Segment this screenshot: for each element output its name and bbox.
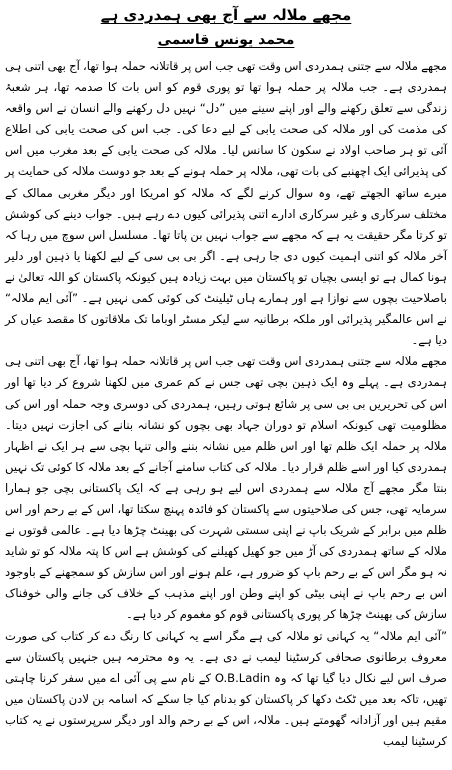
paragraph: مجھے ملالہ سے جتنی ہمدردی اس وقت تھی جب اس پر قاتلانہ حملہ ہوا تھا، آج بھی اتنی ہی ہمدردی ہے۔ پہلے وہ ایک ذہین بچی تھی جس نے کم عمری میں لکھنا شروع کر دیا تھا اور اس کی تحریریں بی بی سی پر شائع ہوتی رہیں، ہمدردی کی دوسری وجہ حملہ اور اس کی مظلومیت تھی کیونکہ اسلام تو دوران جہاد بھی بچوں کو نشانہ بنانے کی اجازت نہیں دیتا۔ ملالہ پر حملہ ایک ظلم تھا اور اس ظلم میں نشانہ بننے والی تنہا بچی سے ہر ایک نے اظہار ہمدردی کیا اور اسے ظلم قرار دیا۔ ملالہ کی کتاب سامنے آجانے کے بعد ملالہ کا کوئی تک نہیں بنتا مگر مجھے آج ملالہ سے ہمدردی اس لیے ہو رہی ہے کہ ایک پاکستانی بچی جو ہمارا سرمایہ تھی، جس کی صلاحیتوں سے پاکستان کو فائدہ پہنچ سکتا تھا، اس کے بے رحم اور اس ظلم میں برابر کے شریک باپ نے اپنی سستی شہرت کی بھینٹ چڑھا دیا ہے۔ عالمی قوتوں نے ملالہ کے ساتھ ہمدردی کی آڑ میں جو کھیل کھیلنے کی کوشش ہے اس کا پتہ ملالہ کو تو شاید نہ ہو مگر اس کے بے رحم باپ کو ضرور ہے، علم ہونے اور اس سازش کو سمجھنے کے باوجود اس بے رحم باپ نے اپنی بیٹی کو اپنے وطن اور اپنے مذہب کے خلاف کی جانے والی خوفناک سازش کی بھینٹ چڑھا کر پوری پاکستانی قوم کو مغموم کر دیا ہے۔ xyxy=(5,354,447,622)
article-title: مجھے ملالہ سے آج بھی ہمدردی ہے xyxy=(100,6,352,24)
article-author: محمد یونس قاسمی xyxy=(157,32,295,48)
paragraph: ”آئی ایم ملالہ“ یہ کہانی تو ملالہ کی ہے مگر اسے یہ کہانی کا رنگ دے کر کتاب کی صورت معروف برطانوی صحافی کرسٹینا لیمب نے دی ہے۔ یہ وہ محترمہ ہیں جنہیں پاکستان سے صرف اس لیے نکال دیا گیا تھا کہ وہ O.B.Ladin کے نام سے پی آئی اے میں سفر کرنا چاہتی تھیں، تاکہ بعد میں ٹکٹ دکھا کر پاکستان کو بدنام کیا جا سکے کہ اسامہ بن لادن پاکستان میں مقیم ہیں اور آزادانہ گھومتے ہیں۔ ملالہ، اس کے بے رحم والد اور دیگر سرپرستوں نے یہ کتاب کرسٹینا لیمب xyxy=(5,628,447,748)
paragraph: مجھے ملالہ سے جتنی ہمدردی اس وقت تھی جب اس پر قاتلانہ حملہ ہوا تھا، آج بھی اتنی ہی ہمدردی ہے۔ جب ملالہ پر حملہ ہوا تھا تو پوری قوم کو اس بات کا صدمہ تھا، ہر شعبۂ زندگی سے تعلق رکھنے والے اور اپنے سینے میں ”دل“ نہیں دل رکھنے والے انسان نے اس واقعہ کی مذمت کی اور ملالہ کی صحت یابی کے لیے دعا کی۔ جب اس کی صحت یابی کی اطلاع آئی تو ہر صاحب اولاد نے سکون کا سانس لیا۔ ملالہ کی صحت یابی کے بعد مغرب میں اس کی پذیرائی ایک اچھنبے کی بات تھی، ملالہ پر حملہ ہونے کے بعد جو دوست ملالہ کی حمایت پر میرے ساتھ الجھتے تھے، وہ سوال کرنے لگے کہ ملالہ کو امریکا اور دیگر مغربی ممالک کے مختلف سرکاری و غیر سرکاری ادارے اتنی پذیرائی کیوں دے رہے ہیں۔ جواب دینے کی کوشش تو کرتا مگر حقیقت یہ ہے کہ مجھے سے جواب نہیں بن پاتا تھا۔ مسلسل اس سوچ میں رہا کہ آخر ملالہ کو اتنی اہمیت کیوں دی جا رہی ہے۔ اگر بی بی سی کے لیے لکھنا یا ذہین اور دلیر ہونا کمال ہے تو ایسی بچیاں تو پاکستان میں بہت زیادہ ہیں کیونکہ پاکستان کو اللہ تعالیٰ نے باصلاحیت بچوں سے نوازا ہے اور ہمارے ہاں ٹیلینٹ کی کوئی کمی نہیں ہے۔ ”آئی ایم ملالہ“ نے اس عالمگیر پذیرائی اور ملکہ برطانیہ سے لیکر مسٹر اوباما تک ملاقاتوں کا مقصد عیاں کر دیا ہے۔ xyxy=(5,59,447,348)
article-body xyxy=(5,56,447,752)
